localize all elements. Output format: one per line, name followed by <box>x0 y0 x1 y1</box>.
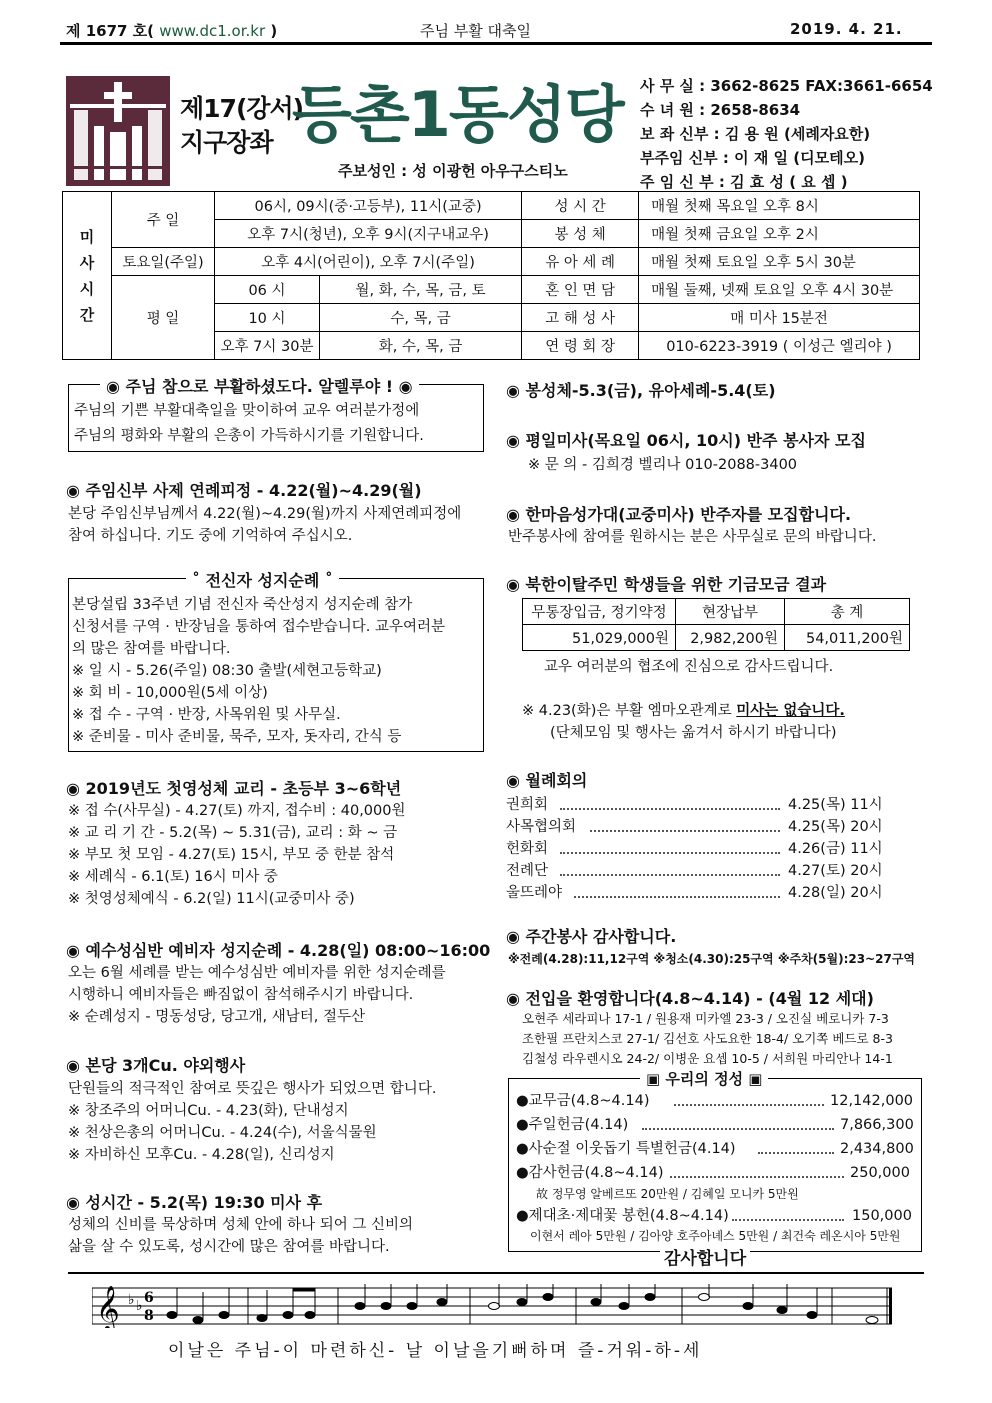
offering-note: 故 정무영 알베르또 20만원 / 김혜일 모니카 5만원 <box>536 1187 799 1201</box>
fund-header: 무통장입금, 정기약정 <box>523 599 676 625</box>
outing-line: ※ 자비하신 모후Cu. - 4.28(일), 신리성지 <box>68 1147 335 1163</box>
offering-amount: 12,142,000 <box>830 1093 914 1109</box>
catechumen-pilgrimage-title: ◉ 예수성심반 예비자 성지순례 - 4.28(일) 08:00~16:00 <box>66 941 491 960</box>
outing-line: 단원들의 적극적인 참여로 뜻깊은 행사가 되었으면 합니다. <box>68 1081 437 1097</box>
saturday-times: 오후 4시(어린이), 오후 7시(주일) <box>215 248 522 276</box>
pilgrimage-line: 신청서를 구역 · 반장님을 통하여 접수받습니다. 교우여러분 <box>72 619 446 635</box>
issue-date: 2019. 4. 21. <box>790 20 903 38</box>
first-communion-line: ※ 부모 첫 모임 - 4.27(토) 15시, 부모 중 한분 참석 <box>68 847 395 863</box>
fund-thanks: 교우 여러분의 협조에 진심으로 감사드립니다. <box>544 659 834 675</box>
accompanist-contact: ※ 문 의 - 김희경 벨리나 010-2088-3400 <box>528 457 798 473</box>
associate-priest: 부주임 신부 : 이 재 일 (디모테오) <box>640 149 865 167</box>
holy-hour-line: 성체의 신비를 묵상하며 성체 안에 하나 되어 그 신비의 <box>68 1217 414 1233</box>
fundraising-title: ◉ 북한이탈주민 학생들을 위한 기금모금 결과 <box>506 575 827 594</box>
meeting-name: 전례단 <box>506 863 549 879</box>
deanery-title: 제17(강서) 지구장좌 <box>180 94 304 157</box>
offering-amount: 2,434,800 <box>840 1141 914 1157</box>
saturday-label: 토요일(주일) <box>112 248 215 276</box>
sick-communion-title: ◉ 봉성체-5.3(금), 유아세례-5.4(토) <box>506 381 776 400</box>
weekly-service-title: ◉ 주간봉사 감사합니다. <box>506 927 677 946</box>
fund-value: 54,011,200원 <box>785 625 910 651</box>
offering-amount: 7,866,300 <box>840 1117 914 1133</box>
easter-greeting-line: 주님의 평화와 부활의 은총이 가득하시기를 기원합니다. <box>74 428 424 444</box>
meeting-time: 4.27(토) 20시 <box>788 863 883 879</box>
catechumen-line: 오는 6월 세례를 받는 예수성심반 예비자를 위한 성지순례를 <box>68 965 446 981</box>
assistant-priest: 보 좌 신부 : 김 용 원 (세례자요한) <box>640 125 871 143</box>
fundraising-table <box>522 598 910 651</box>
choir-recruit-line: 반주봉사에 참여를 원하시는 분은 사무실로 문의 바랍니다. <box>508 529 877 545</box>
weekday-label: 평 일 <box>112 276 215 360</box>
offering-title: ▣ 우리의 정성 ▣ <box>640 1068 768 1089</box>
parish-name: 등촌1동성당 <box>292 78 623 151</box>
fund-header: 총 계 <box>785 599 910 625</box>
no-mass-note: (단체모임 및 행사는 옮겨서 하시기 바랍니다) <box>550 725 837 741</box>
meeting-name: 헌화회 <box>506 841 549 857</box>
svg-text:♭: ♭ <box>136 1298 143 1314</box>
contact-list <box>640 74 933 194</box>
outing-line: ※ 창조주의 어머니Cu. - 4.23(화), 단내성지 <box>68 1103 349 1119</box>
weekday-days: 화, 수, 목, 금 <box>320 332 522 360</box>
offering-name: ●주일헌금(4.14) <box>516 1117 629 1133</box>
first-communion-line: ※ 접 수(사무실) - 4.27(토) 까지, 접수비 : 40,000원 <box>68 803 406 819</box>
catechumen-line: ※ 순례성지 - 명동성당, 당고개, 새남터, 절두산 <box>68 1009 365 1025</box>
accompanist-recruit-title: ◉ 평일미사(목요일 06시, 10시) 반주 봉사자 모집 <box>506 431 866 450</box>
fund-value: 2,982,200원 <box>676 625 785 651</box>
svg-text:8: 8 <box>144 1308 154 1324</box>
event-when: 매월 첫째 목요일 오후 8시 <box>639 192 920 220</box>
first-communion-title: ◉ 2019년도 첫영성체 교리 - 초등부 3~6학년 <box>66 779 402 798</box>
first-communion-line: ※ 교 리 기 간 - 5.2(목) ~ 5.31(금), 교리 : 화 ~ 금 <box>68 825 398 841</box>
meeting-time: 4.25(목) 20시 <box>788 819 883 835</box>
weekday-time: 06 시 <box>215 276 320 304</box>
holy-hour-line: 삶을 살 수 있도록, 성시간에 많은 참여를 바랍니다. <box>68 1239 390 1255</box>
meeting-time: 4.26(금) 11시 <box>788 841 883 857</box>
sunday-times-1: 06시, 09시(중·고등부), 11시(교중) <box>215 192 522 220</box>
feast-title: 주님 부활 대축일 <box>420 22 531 40</box>
first-communion-line: ※ 첫영성체예식 - 6.2(일) 11시(교중미사 중) <box>68 891 355 907</box>
event-name: 봉 성 체 <box>522 220 639 248</box>
church-logo <box>66 76 170 186</box>
event-when: 매 미사 15분전 <box>639 304 920 332</box>
meeting-name: 울뜨레야 <box>506 885 563 901</box>
svg-text:𝄞: 𝄞 <box>96 1286 120 1328</box>
welcome-title: ◉ 전입을 환영합니다(4.8~4.14) - (4월 12 세대) <box>506 989 874 1008</box>
pilgrimage-line: ※ 회 비 - 10,000원(5세 이상) <box>72 685 268 701</box>
sunday-times-2: 오후 7시(청년), 오후 9시(지구내교우) <box>215 220 522 248</box>
office-phone: 사 무 실 : 3662-8625 FAX:3661-6654 <box>640 77 933 95</box>
weekday-time: 10 시 <box>215 304 320 332</box>
music-staff <box>92 1284 892 1328</box>
sunday-label: 주 일 <box>112 192 215 248</box>
easter-greeting-title: ◉ 주님 참으로 부활하셨도다. 알렐루야 ! ◉ <box>100 374 419 397</box>
fund-value: 51,029,000원 <box>523 625 676 651</box>
issue-number: 제 1677 호( www.dc1.or.kr ) <box>66 22 278 40</box>
meeting-time: 4.25(목) 11시 <box>788 797 883 813</box>
svg-text:6: 6 <box>144 1290 154 1306</box>
retreat-line: 참여 하십니다. 기도 중에 기억하여 주십시오. <box>68 528 353 544</box>
welcome-line: 오현주 세라피나 17-1 / 원용재 미카엘 23-3 / 오진실 베로니카 7-3 <box>522 1011 889 1026</box>
pilgrimage-line: 의 많은 참여를 바랍니다. <box>72 641 231 657</box>
catechumen-line: 시행하니 예비자들은 빠짐없이 참석해주시기 바랍니다. <box>68 987 414 1003</box>
weekly-service-line: ※전례(4.28):11,12구역 ※청소(4.30):25구역 ※주차(5월):23~27구역 <box>508 952 916 966</box>
easter-greeting-line: 주님의 기쁜 부활대축일을 맞이하여 교우 여러분가정에 <box>74 403 420 419</box>
fund-header: 현장납부 <box>676 599 785 625</box>
mass-side-label: 미 사 시 간 <box>63 192 112 360</box>
outing-title: ◉ 본당 3개Cu. 야외행사 <box>66 1056 246 1075</box>
offering-amount: 150,000 <box>852 1208 912 1224</box>
event-when: 매월 둘째, 넷째 토요일 오후 4시 30분 <box>639 276 920 304</box>
event-name: 유 아 세 례 <box>522 248 639 276</box>
retreat-line: 본당 주임신부님께서 4.22(월)~4.29(월)까지 사제연례피정에 <box>68 506 462 522</box>
pastor: 주 임 신 부 : 김 효 성 ( 요 셉 ) <box>640 173 848 191</box>
monthly-meeting-title: ◉ 월례회의 <box>506 771 588 790</box>
holy-hour-title: ◉ 성시간 - 5.2(목) 19:30 미사 후 <box>66 1193 323 1212</box>
offering-name: ●제대초·제대꽃 봉헌(4.8~4.14) <box>516 1208 729 1224</box>
offering-name: ●교무금(4.8~4.14) <box>516 1093 650 1109</box>
event-name: 고 해 성 사 <box>522 304 639 332</box>
event-name: 혼 인 면 담 <box>522 276 639 304</box>
pilgrimage-line: ※ 접 수 - 구역 · 반장, 사목위원 및 사무실. <box>72 707 341 723</box>
first-communion-line: ※ 세례식 - 6.1(토) 16시 미사 중 <box>68 869 278 885</box>
pilgrimage-line: ※ 일 시 - 5.26(주일) 08:30 출발(세현고등학교) <box>72 663 382 679</box>
event-name: 연 령 회 장 <box>522 332 639 360</box>
weekday-time: 오후 7시 30분 <box>215 332 320 360</box>
retreat-title: ◉ 주임신부 사제 연례피정 - 4.22(월)~4.29(월) <box>66 481 422 500</box>
meeting-time: 4.28(일) 20시 <box>788 885 883 901</box>
event-name: 성 시 간 <box>522 192 639 220</box>
meeting-name: 사목협의회 <box>506 819 577 835</box>
pilgrimage-title: ˚ 전신자 성지순례 ˚ <box>186 568 339 591</box>
pilgrimage-line: 본당설립 33주년 기념 전신자 죽산성지 성지순례 참가 <box>72 597 413 613</box>
patron-saint: 주보성인 : 성 이광헌 아우구스티노 <box>338 162 568 180</box>
offering-amount: 250,000 <box>850 1165 910 1181</box>
outing-line: ※ 천상은총의 어머니Cu. - 4.24(수), 서울식물원 <box>68 1125 377 1141</box>
event-when: 010-6223-3919 ( 이성근 엘리야 ) <box>639 332 920 360</box>
offering-name: ●사순절 이웃돕기 특별헌금(4.14) <box>516 1141 736 1157</box>
mass-schedule-table <box>62 191 920 360</box>
choir-recruit-title: ◉ 한마음성가대(교중미사) 반주자를 모집합니다. <box>506 505 852 524</box>
no-mass-notice: ※ 4.23(화)은 부활 엠마오관계로 미사는 없습니다. <box>522 703 845 719</box>
event-when: 매월 첫째 금요일 오후 2시 <box>639 220 920 248</box>
pilgrimage-line: ※ 준비물 - 미사 준비물, 묵주, 모자, 돗자리, 간식 등 <box>72 729 402 745</box>
welcome-line: 김철성 라우렌시오 24-2/ 이병운 요셉 10-5 / 서희원 마리안나 14-1 <box>522 1051 893 1066</box>
weekday-days: 수, 목, 금 <box>320 304 522 332</box>
meeting-name: 권희회 <box>506 797 549 813</box>
weekday-days: 월, 화, 수, 목, 금, 토 <box>320 276 522 304</box>
welcome-line: 조한필 프란치스코 27-1/ 김선호 사도요한 18-4/ 오기쪽 베드로 8-3 <box>522 1031 893 1046</box>
convent-phone: 수 녀 원 : 2658-8634 <box>640 101 801 119</box>
music-score-icon <box>92 1284 892 1328</box>
svg-text:♭: ♭ <box>128 1292 135 1308</box>
footer-rule <box>68 1272 924 1274</box>
website-link[interactable]: www.dc1.or.kr <box>159 22 266 40</box>
offering-name: ●감사헌금(4.8~4.14) <box>516 1165 664 1181</box>
offering-note: 이현서 레아 5만원 / 김아양 호주아녜스 5만원 / 최건숙 레온시아 5만원 <box>530 1229 901 1243</box>
event-when: 매월 첫째 토요일 오후 5시 30분 <box>639 248 920 276</box>
thanks-label: 감사합니다 <box>660 1244 750 1269</box>
hymn-lyrics: 이날은 주님-이 마련하신- 날 이날을기뻐하며 즐-거워-하-세 <box>168 1341 703 1361</box>
church-building-icon <box>66 76 170 186</box>
header-rule <box>60 42 932 45</box>
